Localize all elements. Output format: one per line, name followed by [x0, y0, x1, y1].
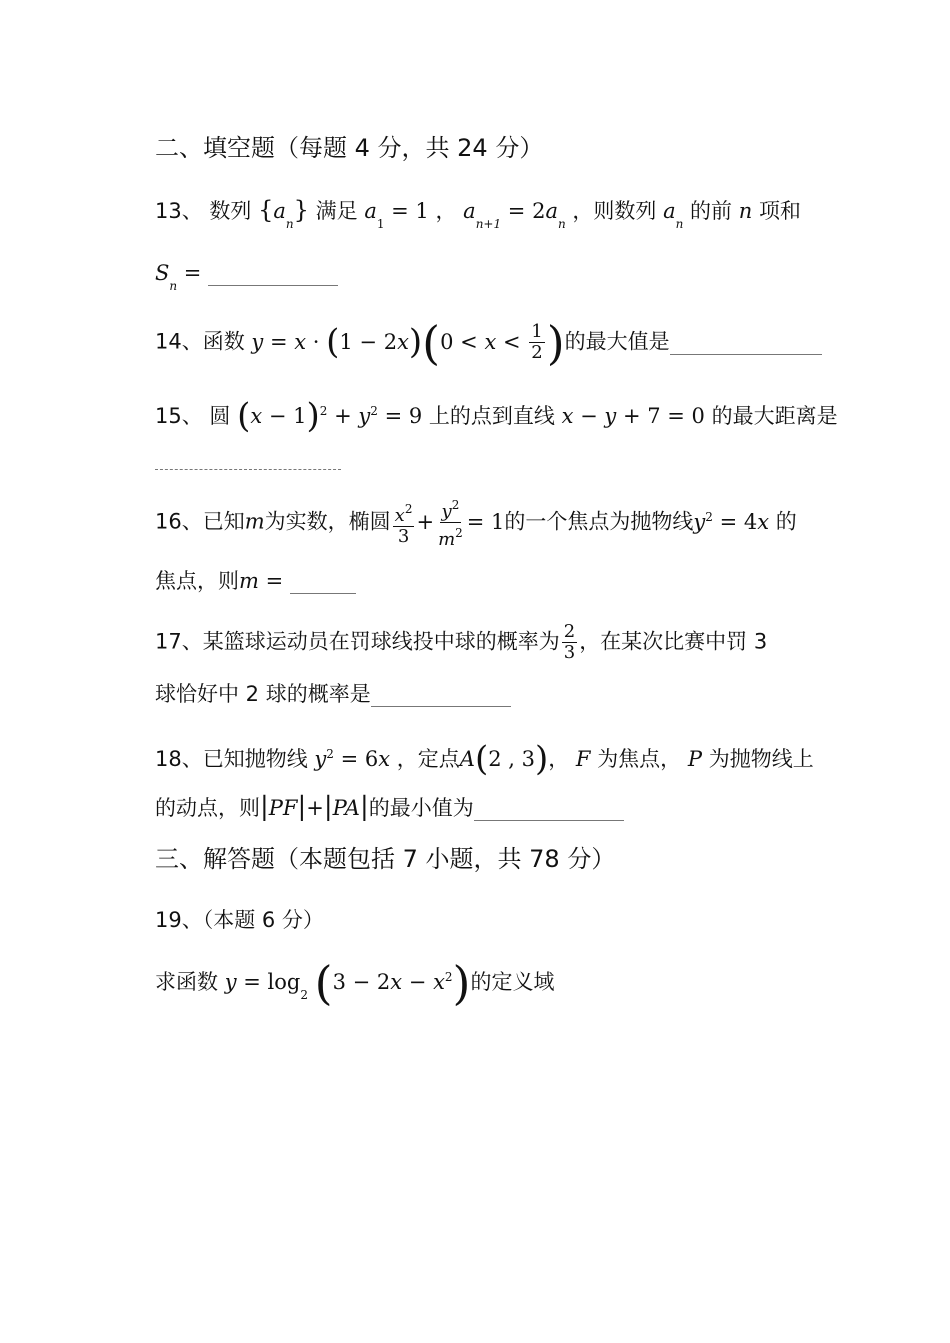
question-text: 的最大距离是 [711, 404, 838, 428]
answer-blank[interactable] [290, 575, 356, 594]
question-text: ， [548, 747, 570, 771]
question-text: 的动点，则 [155, 796, 260, 820]
question-text: 为焦点， [597, 747, 682, 771]
question-text: 已知 [202, 509, 245, 534]
section-heading-problems: 三、解答题（本题包括 7 小题，共 78 分） [155, 845, 616, 873]
math-line: x − y + 7 = 0 [561, 404, 705, 428]
question-17 [155, 622, 767, 663]
question-number: 15、 [155, 404, 203, 428]
math-probability: $\frac{2}{3}$ [563, 621, 576, 663]
question-text: ，在某次比赛中罚 3 [579, 629, 768, 654]
question-text: ， [435, 199, 457, 223]
question-15-answer [155, 448, 341, 478]
math-distance-sum: |PF|+|PA| [260, 792, 369, 822]
question-text: 项和 [758, 199, 801, 223]
answer-blank[interactable] [371, 688, 511, 707]
math-parabola: $y^2 = 6x$ [314, 747, 391, 771]
answer-blank[interactable] [474, 802, 624, 821]
question-text: ，则数列 [572, 199, 657, 223]
question-13: 13、 数列 $\{a_n\}$ 满足 $a_1 = 1$ ， $a_{n+1} = 2a_n$ ，则数列 $a_n$ 的前 n 项和 [155, 196, 801, 231]
answer-blank[interactable] [208, 267, 338, 286]
question-19 [155, 956, 555, 1010]
question-text: 的最大值是 [564, 329, 670, 354]
math-log-function: $y = \log_2 (3 - 2x - x^2)$ [224, 956, 471, 1010]
question-text: 球恰好中 2 球的概率是 [155, 682, 371, 706]
question-text: 的最小值为 [368, 796, 474, 820]
question-text: 上的点到直线 [428, 404, 555, 428]
question-text: 的定义域 [470, 970, 555, 994]
answer-blank[interactable] [155, 461, 341, 470]
question-18-cont [155, 792, 624, 823]
question-text: 满足 [315, 199, 358, 223]
question-14 [155, 315, 822, 370]
question-13-answer [155, 258, 338, 301]
math-sn: $S_n$ = [155, 261, 209, 293]
question-number: 16、 [155, 509, 203, 534]
question-text: 的 [775, 509, 797, 534]
math-function: y = x · (1 − 2x) [251, 321, 423, 362]
math-an: $a_n$ [663, 199, 684, 231]
math-parabola: $y^2 = 4x$ [693, 509, 770, 534]
question-16 [155, 495, 797, 550]
math-a1: $a_1 = 1$ [364, 199, 429, 231]
question-15 [155, 396, 838, 436]
question-text: 焦点，则 [155, 569, 239, 593]
question-16-answer: 焦点，则m = [155, 566, 356, 596]
question-text: 已知抛物线 [202, 747, 308, 771]
question-text: 数列 [209, 199, 252, 223]
question-number: 18、 [155, 747, 203, 771]
question-text: 某篮球运动员在罚球线投中球的概率为 [202, 629, 560, 654]
math-circle: $(x - 1)^2 + y^2 = 9$ [237, 396, 423, 436]
question-17-cont [155, 679, 511, 709]
math-sequence: { [258, 196, 274, 224]
math-point-a: A(2 , 3) [459, 739, 549, 779]
math-m: m [244, 509, 265, 534]
question-text: 的一个焦点为抛物线 [504, 509, 694, 534]
question-19-title: 19、（本题 6 分） [155, 908, 324, 932]
question-text: ，定点 [396, 747, 460, 771]
math-recurrence: $a_{n+1} = 2a_n$ [463, 199, 566, 231]
question-text: 函数 [202, 329, 245, 354]
math-domain: (0 < x < $\frac{1}{2}$ ) [422, 315, 565, 370]
question-number: 13、 [155, 199, 203, 223]
math-n: n [738, 199, 753, 223]
question-text: 为实数，椭圆 [264, 509, 391, 534]
question-number: 14、 [155, 329, 203, 354]
question-text: 的前 [690, 199, 733, 223]
section-heading-fill-in: 二、填空题（每题 4 分，共 24 分） [155, 134, 544, 162]
answer-blank[interactable] [670, 336, 822, 355]
math-f: F [575, 747, 591, 771]
question-text: 为抛物线上 [708, 747, 814, 771]
question-text: 圆 [209, 404, 231, 428]
math-ellipse: $\frac{x^2}{3}$ + $\frac{y^2}{m^2}$ = 1 [391, 510, 505, 534]
question-18 [155, 739, 814, 779]
question-text: 求函数 [155, 970, 218, 994]
question-number: 17、 [155, 629, 203, 654]
math-p: P [687, 747, 703, 771]
